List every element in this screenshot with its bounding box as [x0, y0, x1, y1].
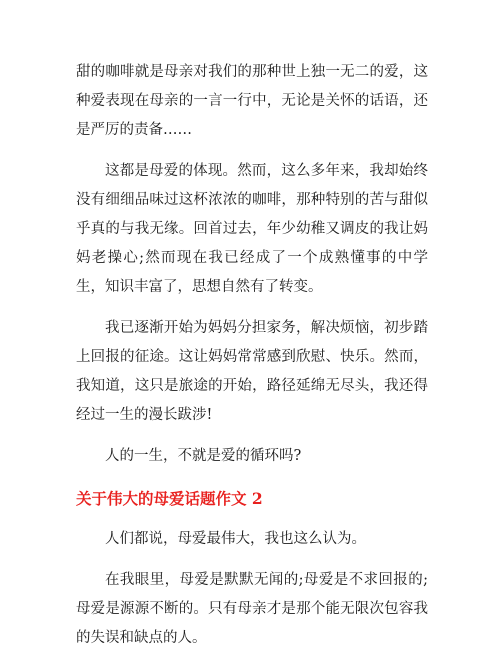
paragraph-maternal-love: 这都是母爱的体现。然而，这么多年来，我却始终没有细细品味过这杯浓浓的咖啡，那种特别的苦与甜似乎真的与我无缘。回首过去，年少幼稚又调皮的我让妈妈老操心;然而现在我已经成了一个成熟懂事的中学生，知识丰富了，思想自然有了转变。	[76, 163, 428, 295]
paragraph-in-my-eyes: 在我眼里，母爱是默默无闻的;母爱是不求回报的;母爱是源源不断的。只有母亲才是那个能无限次包容我的失误和缺点的人。	[76, 572, 428, 646]
document-body	[76, 58, 428, 653]
paragraph-coffee-love: 甜的咖啡就是母亲对我们的那种世上独一无二的爱，这种爱表现在母亲的一言一行中，无论是关怀的话语，还是严厉的责备……	[76, 64, 428, 138]
section-heading: 关于伟大的母爱话题作文 2	[76, 489, 263, 508]
paragraph-helping-mom: 我已逐渐开始为妈妈分担家务，解决烦恼，初步踏上回报的征途。这让妈妈常常感到欣慰、快乐。然而，我知道，这只是旅途的开始，路径延绵无尽头，我还得经过一生的漫长跋涉!	[76, 320, 428, 423]
paragraph-mother-love-greatest: 人们都说，母爱最伟大，我也这么认为。	[105, 531, 366, 547]
paragraph-cycle-of-love: 人的一生，不就是爱的循环吗?	[105, 448, 302, 464]
